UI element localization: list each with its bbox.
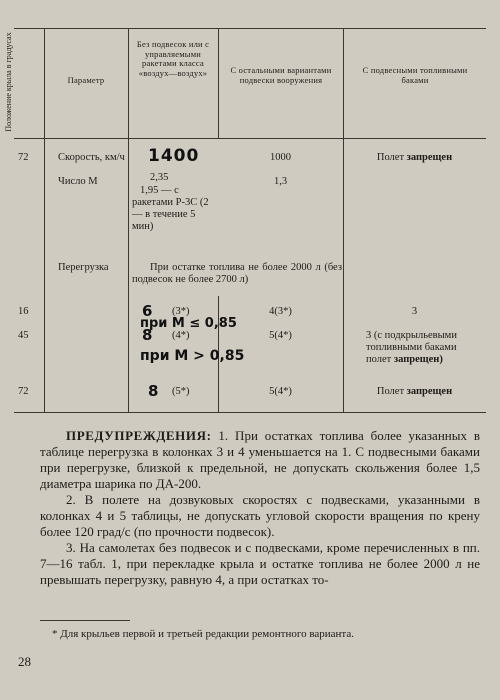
warning-paragraph-3: 3. На самолетах без подвесок и с подвесками, кроме перечисленных в пп. 7—16 табл. 1, при перекладке крыла и остатке топлива не более 2000 л не превышать перегрузку, равную 4, а при остатках то-	[40, 540, 480, 587]
header-wing-position: Положение крыла в градусах	[4, 32, 13, 132]
header-no-stores: Без подвесок или с управляемыми ракетами класса «воздух—воздух»	[136, 39, 210, 78]
row72b-tanks-text: Полет	[376, 386, 405, 397]
row16-no-stores-note: (3*)	[172, 306, 190, 317]
header-drop-tanks: С подвесными топливными баками	[362, 65, 468, 85]
table-top-border	[14, 28, 486, 29]
header-other-stores: С остальными вариантами подвески вооружения	[230, 65, 332, 85]
row72-position: 72	[18, 152, 29, 163]
speed-label: Скорость, км/ч	[58, 152, 125, 163]
column-divider-1	[44, 28, 45, 412]
speed-tanks-bold: запрещен	[406, 152, 453, 163]
mach-no-stores-rest: 1,95 — с ракетами Р-3С (2 — в течение 5 мин)	[132, 185, 209, 232]
mach-label: Число М	[58, 176, 98, 187]
handwritten-note-low-mach: при M ≤ 0,85	[140, 316, 237, 331]
warnings-title: ПРЕДУПРЕЖДЕНИЯ:	[66, 428, 212, 443]
row16-no-stores-value: 6	[142, 302, 153, 320]
overload-label: Перегрузка	[58, 262, 109, 273]
row16-position: 16	[18, 306, 29, 317]
mach-no-stores-line1: 2,35	[150, 172, 169, 183]
header-parameter: Параметр	[67, 75, 105, 85]
page-number: 28	[18, 654, 31, 669]
row16-other-stores-value: 4(3*)	[269, 306, 292, 317]
row45-position: 45	[18, 330, 29, 341]
row72b-other-stores-value: 5(4*)	[269, 386, 292, 397]
row72b-position: 72	[18, 386, 29, 397]
row16-tanks-value: 3	[411, 306, 418, 317]
overload-note: При остатке топлива не более 2000 л (без подвесок не более 2700 л)	[132, 262, 342, 285]
speed-other-stores-value: 1000	[270, 152, 291, 163]
row45-no-stores-value: 8	[142, 326, 153, 344]
row45-other-stores-value: 5(4*)	[269, 330, 292, 341]
mach-other-stores-value: 1,3	[273, 176, 288, 187]
warning-paragraph-2: 2. В полете на дозвуковых скоростях с подвесками, указанными в колонках 4 и 5 таблицы, не допускать угловой скорости вращения по крену более 120 град/с (по прочности подвесок).	[40, 492, 480, 539]
warnings-section	[40, 428, 480, 588]
row72b-no-stores-note: (5*)	[172, 386, 190, 397]
column-divider-3	[218, 28, 219, 138]
handwritten-note-high-mach: при M > 0,85	[140, 348, 245, 364]
row45-tanks-value	[366, 330, 480, 366]
column-divider-4	[343, 28, 344, 412]
footnote: * Для крыльев первой и третьей редакции ремонтного варианта.	[52, 628, 354, 640]
table-bottom-border	[14, 412, 486, 413]
row72b-tanks-value	[343, 386, 486, 398]
row72b-tanks-bold: запрещен	[406, 386, 453, 397]
row45-tanks-text: 3 (с подкрыльевыми топливными баками полет	[366, 330, 457, 365]
column-divider-2	[128, 28, 129, 412]
speed-tanks-value	[343, 152, 486, 164]
row45-no-stores-note: (4*)	[172, 330, 190, 341]
table-header-border	[14, 138, 486, 139]
footnote-divider	[40, 620, 130, 621]
row72b-no-stores-value: 8	[148, 382, 159, 400]
speed-no-stores-value: 1400	[148, 146, 200, 166]
row45-tanks-bold: запрещен)	[393, 354, 443, 365]
warning-text-1: 1. При остатках топлива более указанных в таблице перегрузка в колонках 3 и 4 уменьшается на 1. С подвесными баками при перегрузке, близкой к предельной, не допускать скольжения более 1,5 диаметра шарика по ДА-200.	[40, 428, 481, 491]
warning-paragraph-1	[40, 428, 480, 492]
speed-tanks-text: Полет	[376, 152, 405, 163]
